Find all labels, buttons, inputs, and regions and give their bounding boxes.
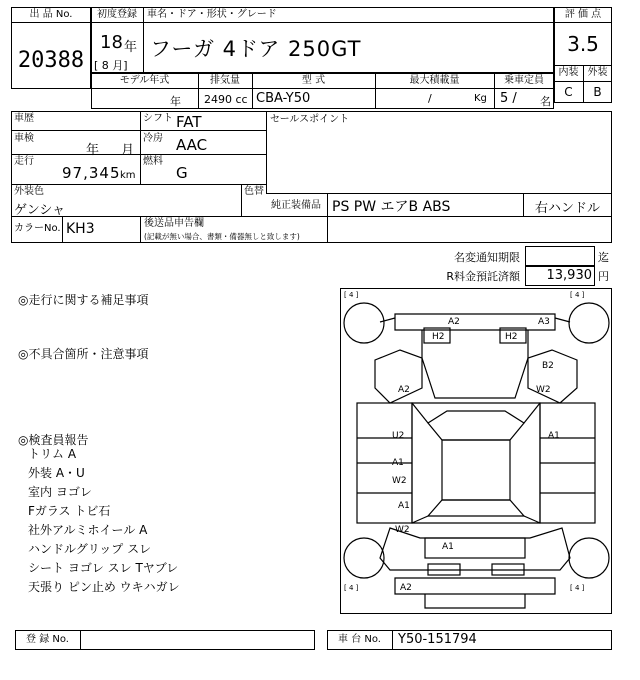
mileage-unit: km xyxy=(120,170,136,181)
damage-mark: W2 xyxy=(395,525,410,535)
ac: AAC xyxy=(176,136,208,154)
chassis-number-label: 車 台 No. xyxy=(338,634,381,645)
fuel-label: 燃料 xyxy=(143,156,163,167)
damage-mark: A2 xyxy=(398,385,410,395)
inspection-value: 年 月 xyxy=(86,143,135,158)
ac-label: 冷房 xyxy=(143,133,163,144)
wheel-icon xyxy=(569,538,609,578)
damage-mark: H2 xyxy=(505,332,518,342)
registration-number-label: 登 録 No. xyxy=(26,634,69,645)
history-label: 車歴 xyxy=(14,113,34,124)
car-name: フーガ 4ドア 250GT xyxy=(150,37,362,61)
damage-mark: A2 xyxy=(400,583,412,593)
trunk-outline xyxy=(425,538,525,558)
damage-mark: W2 xyxy=(536,385,551,395)
inspector-line: トリム A xyxy=(28,447,77,461)
fuel: G xyxy=(176,164,188,182)
color-number: KH3 xyxy=(66,221,95,237)
inspector-report-label: ◎検査員報告 xyxy=(18,433,89,447)
tire-label: [ 4 ] xyxy=(570,291,585,299)
cabin-outline xyxy=(442,440,510,500)
repaint-label: 色替 xyxy=(244,186,264,197)
tire-label: [ 4 ] xyxy=(344,291,359,299)
front-bumper-outline xyxy=(395,314,555,330)
max-load-label: 最大積載量 xyxy=(409,75,460,86)
model-code-label: 型 式 xyxy=(301,75,326,86)
lot-number-label: 出 品 No. xyxy=(29,9,73,20)
color: ゲンシャ xyxy=(14,203,66,218)
inspector-line: ハンドルグリップ スレ xyxy=(28,542,152,556)
rear-window-outline xyxy=(428,500,524,516)
damage-mark: H2 xyxy=(432,332,445,342)
shift-label: シフト xyxy=(143,113,173,124)
capacity: 5 / xyxy=(500,91,517,106)
model-year-unit: 年 xyxy=(170,95,181,108)
damage-mark: A1 xyxy=(392,458,404,468)
inspector-line: 社外アルミホイール A xyxy=(28,523,148,537)
capacity-label: 乗車定員 xyxy=(504,75,544,86)
displacement: 2490 cc xyxy=(204,93,248,106)
exterior-label: 外装 xyxy=(587,67,608,78)
max-load-unit: Kg xyxy=(474,93,487,104)
inspector-line: 外装 A・U xyxy=(28,466,85,480)
declaration-note: (記載が無い場合、書類・備器無しと致します) xyxy=(144,232,300,241)
damage-mark: A3 xyxy=(538,317,550,327)
inspector-line: 天張り ピン止め ウキハガレ xyxy=(28,580,180,594)
car-damage-diagram xyxy=(340,288,612,614)
driving-notes-label: ◎走行に関する補足事項 xyxy=(18,293,149,307)
name-change-deadline-unit: 迄 xyxy=(598,251,609,264)
tire-label: [ 4 ] xyxy=(344,584,359,592)
windshield-outline xyxy=(428,411,524,440)
equipment-label: 純正装備品 xyxy=(271,200,321,211)
damage-mark: A1 xyxy=(548,431,560,441)
damage-mark: A1 xyxy=(442,542,454,552)
rear-bumper-outline xyxy=(395,578,555,594)
wheel-icon xyxy=(344,538,384,578)
tire-label: [ 4 ] xyxy=(570,584,585,592)
damage-mark: B2 xyxy=(542,361,554,371)
sales-point-label: セールスポイント xyxy=(270,114,350,125)
recycle-fee-unit: 円 xyxy=(598,270,609,283)
color-number-label: カラーNo. xyxy=(14,223,61,234)
recycle-fee-label: R料金預託済額 xyxy=(446,270,520,283)
chassis-number: Y50-151794 xyxy=(398,632,477,647)
right-front-fender xyxy=(528,350,577,403)
equipment: PS PW エアB ABS xyxy=(332,199,451,215)
registration-year-unit: 年 xyxy=(124,40,138,55)
name-change-deadline-label: 名変通知期限 xyxy=(454,251,520,264)
recycle-fee: 13,930 xyxy=(546,268,592,283)
car-name-label: 車名・ドア・形状・グレード xyxy=(147,9,277,20)
wheel-icon xyxy=(569,303,609,343)
left-front-fender xyxy=(375,350,422,403)
registration-year: 18 xyxy=(100,32,123,53)
capacity-unit: 名 xyxy=(540,95,551,108)
score-label: 評 価 点 xyxy=(564,9,602,20)
wheel-icon xyxy=(344,303,384,343)
damage-mark: U2 xyxy=(392,431,405,441)
mileage: 97,345 xyxy=(62,164,121,182)
inspector-line: 室内 ヨゴレ xyxy=(28,485,92,499)
damage-mark: W2 xyxy=(392,476,407,486)
handle-side: 右ハンドル xyxy=(534,201,600,216)
damage-mark: A2 xyxy=(448,317,460,327)
shift: FAT xyxy=(176,113,202,131)
interior-grade: C xyxy=(564,85,573,99)
defects-label: ◎不具合箇所・注意事項 xyxy=(18,347,149,361)
inspector-line: Fガラス トビ石 xyxy=(28,504,111,518)
name-change-deadline-field xyxy=(525,246,595,266)
model-code: CBA-Y50 xyxy=(256,91,311,106)
inspection-label: 車検 xyxy=(14,133,34,144)
displacement-label: 排気量 xyxy=(210,75,240,86)
lot-number: 20388 xyxy=(17,48,85,73)
model-year-label: モデル年式 xyxy=(119,75,170,86)
interior-label: 内装 xyxy=(558,67,579,78)
max-load-separator: / xyxy=(428,92,432,105)
registration-month: [ 8 月] xyxy=(94,59,128,72)
score: 3.5 xyxy=(567,32,599,56)
first-registration-label: 初度登録 xyxy=(97,9,137,20)
inspector-line: シート ヨゴレ スレ Tヤブレ xyxy=(28,561,179,575)
color-label: 外装色 xyxy=(14,186,44,197)
exterior-grade: B xyxy=(593,85,602,99)
damage-mark: A1 xyxy=(398,501,410,511)
mileage-label: 走行 xyxy=(14,156,34,167)
declaration-label: 後送品申告欄 xyxy=(144,218,204,229)
